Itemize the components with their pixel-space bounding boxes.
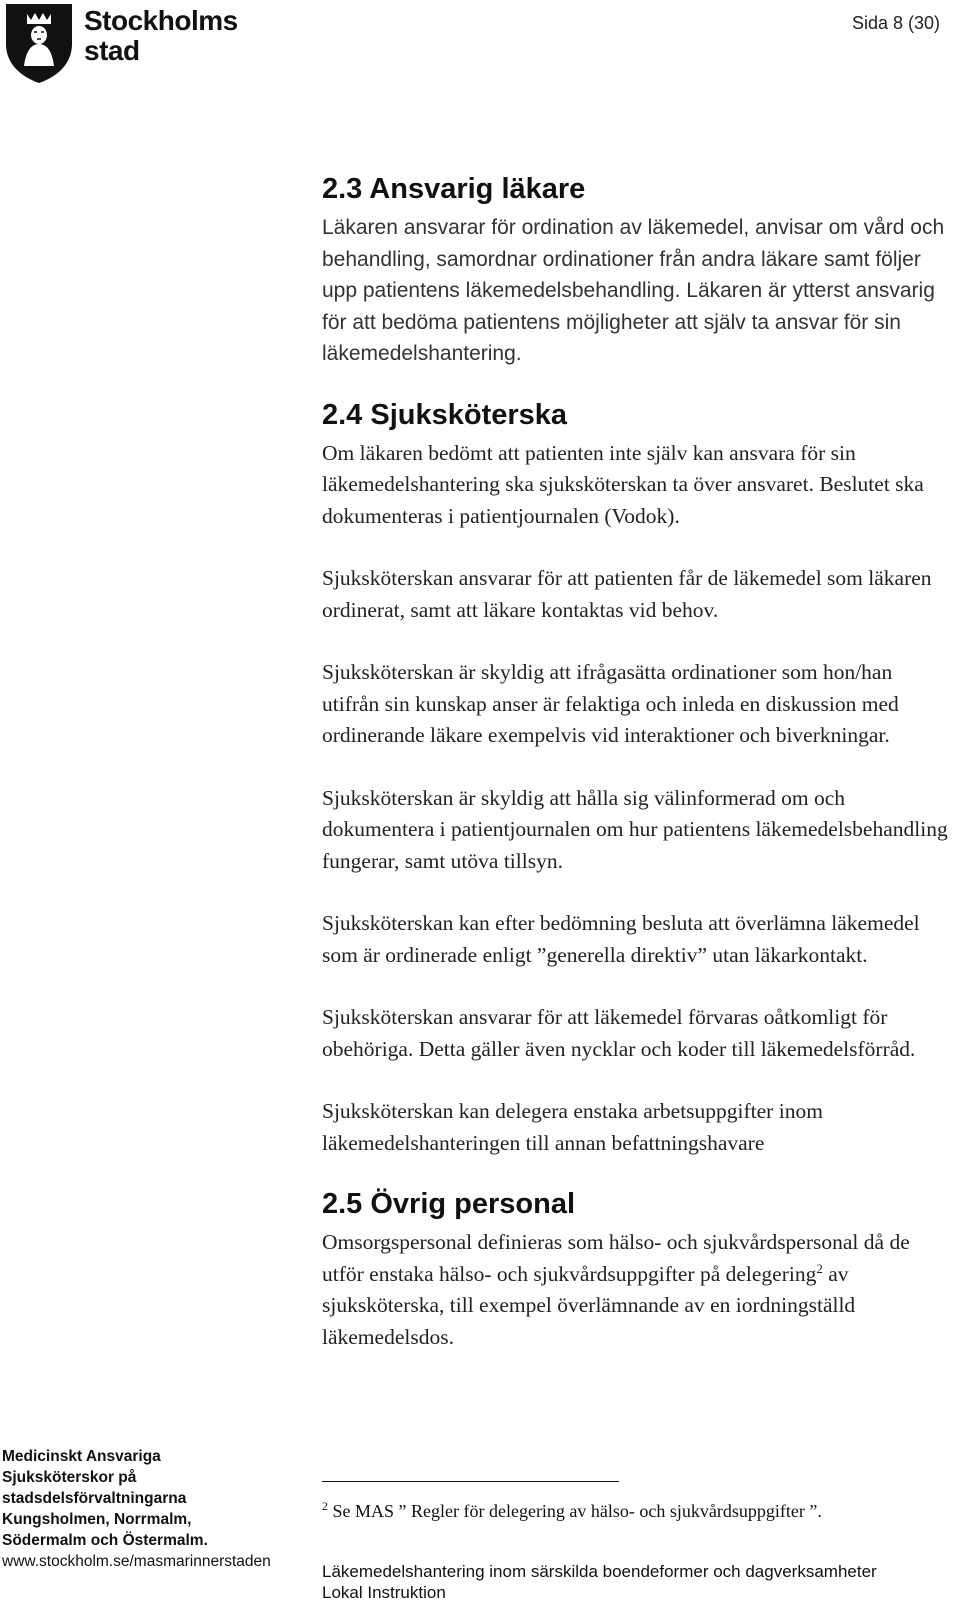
sidebar-line: Södermalm och Östermalm.	[2, 1532, 208, 1549]
paragraph: Sjuksköterskan kan efter bedömning besluta att överlämna läkemedel som är ordinerade enligt ”generella direktiv” utan läkarkontakt.	[322, 911, 920, 967]
footnote-text: Se MAS ” Regler för delegering av hälso- och sjukvårdsuppgifter ”.	[328, 1501, 822, 1521]
paragraph	[322, 1227, 952, 1353]
stockholm-logo	[4, 2, 254, 88]
sidebar-line: stadsdelsförvaltningarna	[2, 1490, 187, 1507]
paragraph: Sjuksköterskan ansvarar för att patienten får de läkemedel som läkaren ordinerat, samt att läkare kontaktas vid behov.	[322, 566, 932, 622]
footnote	[322, 1500, 942, 1522]
paragraph-text: av sjuksköterska, till exempel överlämnande av en iordningställd läkemedelsdos.	[322, 1261, 856, 1349]
footer-title: Läkemedelshantering inom särskilda boendeformer och dagverksamheter	[322, 1562, 877, 1581]
sidebar-line: Sjuksköterskor på	[2, 1469, 137, 1486]
paragraph: Om läkaren bedömt att patienten inte själv kan ansvara för sin läkemedelshantering ska sjuksköterskan ta över ansvaret. Beslutet ska dokumenteras i patientjournalen (Vodok).	[322, 440, 924, 528]
paragraph: Sjuksköterskan kan delegera enstaka arbetsuppgifter inom läkemedelshanteringen till annan befattningshavare	[322, 1099, 823, 1155]
sidebar-line: Kungsholmen, Norrmalm,	[2, 1511, 192, 1528]
section-heading-2-4: 2.4 Sjuksköterska	[322, 398, 568, 431]
paragraph: Sjuksköterskan är skyldig att ifrågasätta ordinationer som hon/han utifrån sin kunskap anser är felaktiga och inleda en diskussion med ordinerande läkare exempelvis vid interaktioner och biverkningar.	[322, 660, 899, 747]
footnote-divider	[322, 1481, 619, 1482]
sidebar-url-link[interactable]: www.stockholm.se/masmarinnerstaden	[2, 1553, 271, 1570]
section-heading-2-5: 2.5 Övrig personal	[322, 1188, 576, 1220]
footnote-reference: 2	[816, 1260, 823, 1276]
logo-line-2: stad	[84, 35, 140, 66]
paragraph: Läkaren ansvarar för ordination av läkemedel, anvisar om vård och behandling, samordnar ordinationer från andra läkare samt följer upp patientens läkemedelsbehandling. Läkaren är ytterst ansvarig för att bedöma patientens möjligheter att själv ta ansvar för sin läkemedelshantering.	[322, 216, 945, 365]
footnote-mark: 2	[322, 1499, 328, 1513]
footer-subtitle: Lokal Instruktion	[322, 1583, 446, 1602]
sidebar-line: Medicinskt Ansvariga	[2, 1448, 161, 1465]
section-heading-2-3: 2.3 Ansvarig läkare	[322, 173, 586, 205]
logo-line-1: Stockholms	[84, 5, 238, 36]
paragraph: Sjuksköterskan är skyldig att hålla sig välinformerad om och dokumentera i patientjournalen om hur patientens läkemedelsbehandling fungerar, samt utöva tillsyn.	[322, 785, 948, 873]
main-content	[322, 172, 952, 1353]
paragraph: Sjuksköterskan ansvarar för att läkemedel förvaras oåtkomligt för obehöriga. Detta gäller även nycklar och koder till läkemedelsförråd.	[322, 1005, 916, 1061]
stockholm-crest-icon	[4, 2, 74, 84]
paragraph-text: Omsorgspersonal definieras som hälso- och sjukvårdspersonal då de utför enstaka hälso- och sjukvårdsuppgifter på delegering	[322, 1230, 910, 1286]
document-footer	[322, 1561, 952, 1603]
page-number: Sida 8 (30)	[851, 13, 940, 33]
sidebar-contact	[2, 1446, 272, 1572]
